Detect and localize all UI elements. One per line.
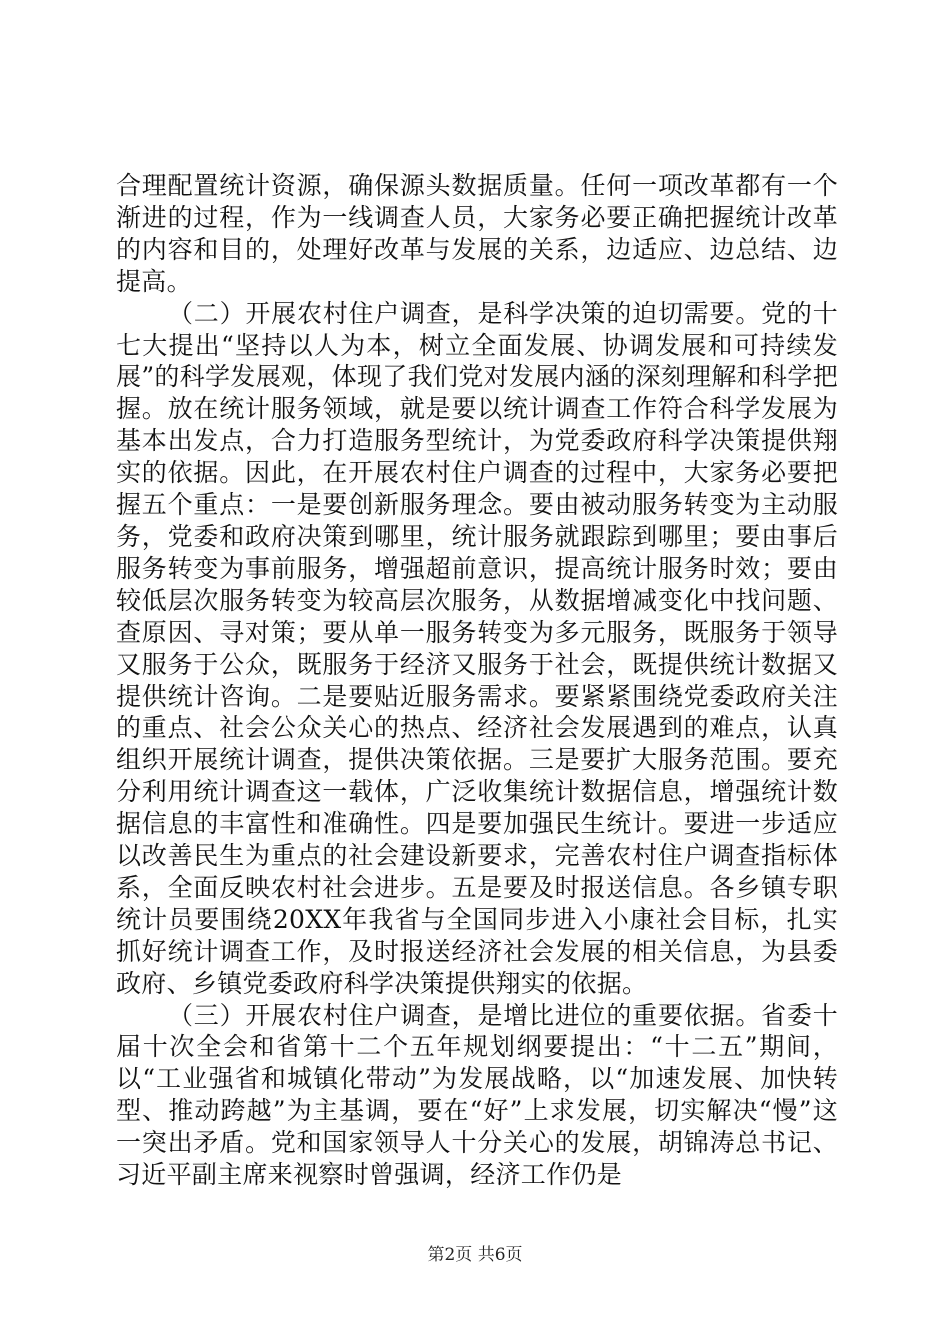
- paragraph-continuation: 合理配置统计资源，确保源头数据质量。任何一项改革都有一个渐进的过程，作为一线调查人员，大家务必要正确把握统计改革的内容和目的，处理好改革与发展的关系，边适应、边总结、边提高。: [116, 171, 838, 296]
- document-body: [116, 170, 838, 1191]
- page-number-footer: 第2页 共6页: [427, 1245, 523, 1265]
- paragraph-section-two: （二）开展农村住户调查，是科学决策的迫切需要。党的十七大提出“坚持以人为本，树立全面发展、协调发展和可持续发展”的科学发展观，体现了我们党对发展内涵的深刻理解和科学把握。放在统计服务领域，就是要以统计调查工作符合科学发展为基本出发点，合力打造服务型统计，为党委政府科学决策提供翔实的依据。因此，在开展农村住户调查的过程中，大家务必要把握五个重点：一是要创新服务理念。要由被动服务转变为主动服务，党委和政府决策到哪里，统计服务就跟踪到哪里；要由事后服务转变为事前服务，增强超前意识，提高统计服务时效；要由较低层次服务转变为较高层次服务，从数据增减变化中找问题、查原因、寻对策；要从单一服务转变为多元服务，既服务于领导又服务于公众，既服务于经济又服务于社会，既提供统计数据又提供统计咨询。二是要贴近服务需求。要紧紧围绕党委政府关注的重点、社会公众关心的热点、经济社会发展遇到的难点，认真组织开展统计调查，提供决策依据。三是要扩大服务范围。要充分利用统计调查这一载体，广泛收集统计数据信息，增强统计数据信息的丰富性和准确性。四是要加强民生统计。要进一步适应以改善民生为重点的社会建设新要求，完善农村住户调查指标体系，全面反映农村社会进步。五是要及时报送信息。各乡镇专职统计员要围绕20XX年我省与全国同步进入小康社会目标，扎实抓好统计调查工作，及时报送经济社会发展的相关信息，为县委政府、乡镇党委政府科学决策提供翔实的依据。: [116, 298, 838, 998]
- paragraph-section-three: （三）开展农村住户调查，是增比进位的重要依据。省委十届十次全会和省第十二个五年规划纲要提出：“十二五”期间，以“工业强省和城镇化带动”为发展战略，以“加速发展、加快转型、推动跨越”为主基调，要在“好”上求发展，切实解决“慢”这一突出矛盾。党和国家领导人十分关心的发展，胡锦涛总书记、习近平副主席来视察时曾强调，经济工作仍是: [116, 1000, 838, 1190]
